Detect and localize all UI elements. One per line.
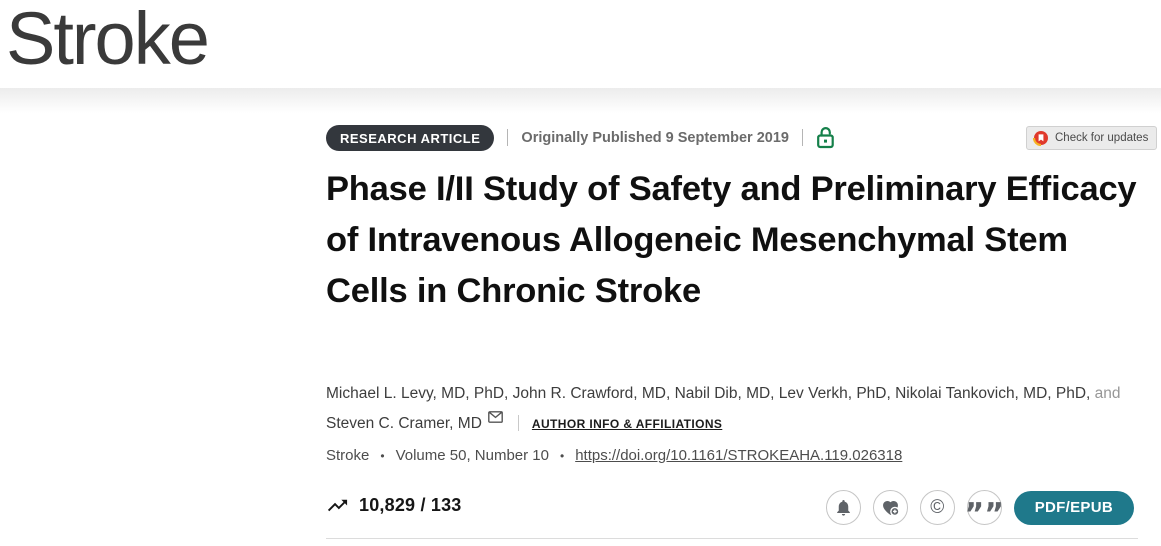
divider (507, 129, 508, 146)
citation-journal: Stroke (326, 447, 370, 464)
authors-main: Michael L. Levy, MD, PhD, John R. Crawford, MD, Nabil Dib, MD, Lev Verkh, PhD, Nikolai Tankovich, MD, PhD, (326, 385, 1091, 402)
cite-button[interactable] (964, 490, 1004, 532)
bell-icon (834, 498, 853, 517)
section-divider (326, 538, 1138, 539)
copyright-icon: © (930, 497, 945, 518)
action-buttons (826, 490, 1134, 532)
authors-line (326, 379, 1126, 439)
article-type-badge: RESEARCH ARTICLE (326, 125, 494, 151)
article-title: Phase I/II Study of Safety and Preliminary Efficacy of Intravenous Allogeneic Mesenchymal Stem Cells in Chronic Stroke (326, 170, 1137, 310)
author-info-affiliations-link[interactable]: AUTHOR INFO & AFFILIATIONS (531, 417, 723, 431)
header-shadow (0, 88, 1161, 116)
citation-volume: Volume 50, Number 10 (395, 447, 549, 464)
copyright-permissions-button[interactable] (920, 490, 955, 525)
trending-up-icon (326, 494, 349, 517)
authors-conjunction: and (1094, 385, 1121, 402)
check-for-updates-label: Check for updates (1055, 132, 1149, 144)
bullet-separator: • (380, 448, 385, 463)
crossmark-logo-icon (1033, 130, 1049, 146)
favorite-add-button[interactable] (873, 490, 908, 525)
doi-link[interactable]: https://doi.org/10.1161/STROKEAHA.119.026318 (575, 447, 903, 464)
quote-icon: ”” (964, 496, 1004, 532)
alerts-bell-button[interactable] (826, 490, 861, 525)
article-meta-row (326, 124, 835, 151)
check-for-updates-button[interactable] (1026, 126, 1157, 150)
pdf-epub-button[interactable]: PDF/EPUB (1014, 491, 1134, 525)
bullet-separator: • (559, 448, 565, 463)
article-metrics[interactable] (326, 494, 462, 517)
author-last: Steven C. Cramer, MD (326, 415, 482, 432)
citation-row (326, 447, 902, 464)
divider (518, 415, 519, 431)
divider (802, 129, 803, 146)
published-date: Originally Published 9 September 2019 (521, 129, 789, 146)
email-author-icon[interactable] (488, 404, 503, 434)
open-access-lock-icon (816, 126, 835, 149)
journal-logo[interactable]: Stroke (6, 0, 208, 80)
views-citations-count: 10,829 / 133 (359, 495, 462, 515)
heart-plus-icon (880, 497, 901, 518)
